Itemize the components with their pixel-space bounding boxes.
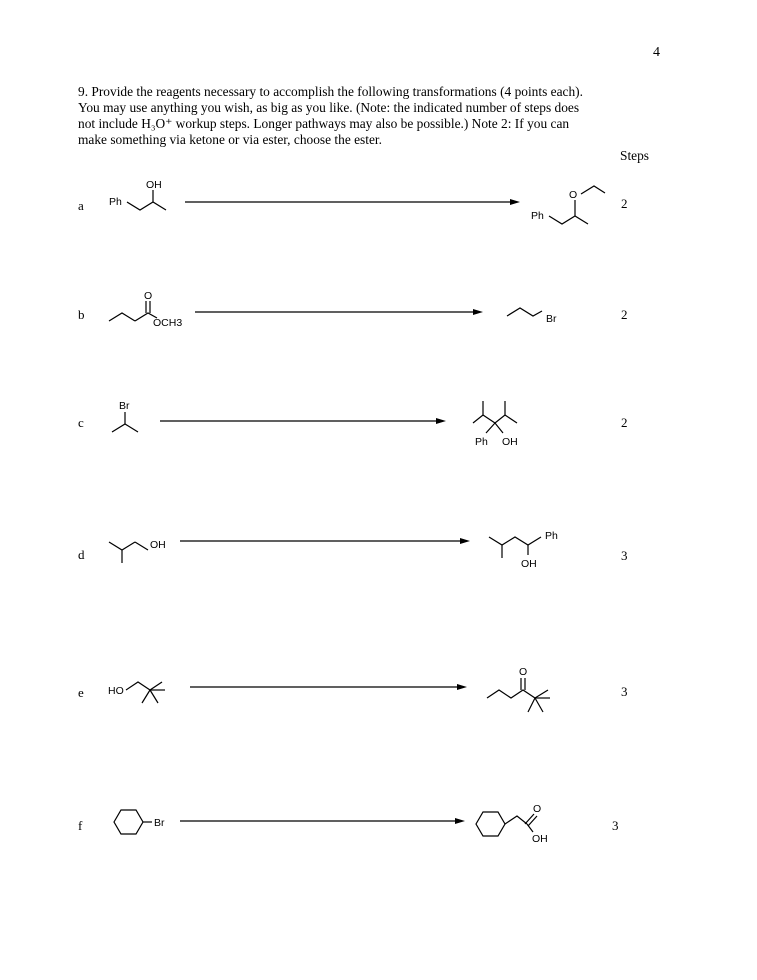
problem-a-start-ph-label: Ph	[109, 196, 122, 208]
problem-d-arrow	[175, 534, 475, 548]
problem-c-steps: 2	[621, 415, 628, 430]
problem-d-product	[485, 525, 565, 575]
problem-a-starting-material	[100, 172, 180, 222]
question-text	[78, 84, 678, 148]
problem-a-steps: 2	[621, 196, 628, 211]
problem-a-product-o-label: O	[569, 189, 578, 201]
problem-b-product	[505, 300, 575, 330]
problem-f-product	[470, 798, 560, 848]
problem-d-product-ph-label: Ph	[545, 530, 558, 542]
problem-b-product-br-label: Br	[546, 313, 557, 325]
problem-f-arrow	[175, 814, 470, 828]
question-line-1: 9. Provide the reagents necessary to accomplish the following transformations (4 points each).	[78, 84, 583, 99]
problem-e-steps: 3	[621, 684, 628, 699]
problem-c-letter: c	[78, 415, 84, 430]
problem-d-product-oh-label: OH	[521, 558, 537, 570]
problem-c-arrow	[155, 414, 455, 428]
problem-c-product	[465, 393, 545, 453]
problem-f-product-o-label: O	[533, 803, 542, 815]
problem-e-arrow	[185, 680, 475, 694]
problem-a-product	[525, 178, 615, 233]
problem-f-steps: 3	[612, 818, 619, 833]
problem-a-letter: a	[78, 198, 84, 213]
problem-e-product-o-label: O	[519, 666, 528, 678]
question-line-4: make something via ketone or via ester, choose the ester.	[78, 132, 383, 147]
problem-c-product-oh-label: OH	[502, 436, 518, 448]
question-line-3: not include H₃O⁺ workup steps. Longer pathways may also be possible.) Note 2: If you can	[78, 116, 570, 131]
problem-f-start-br-label: Br	[154, 817, 165, 829]
question-line-2: You may use anything you wish, as big as you like. (Note: the indicated number of steps does	[78, 100, 580, 115]
problem-f-starting-material	[105, 800, 185, 845]
page-number: 4	[653, 45, 660, 60]
problem-b-letter: b	[78, 307, 85, 322]
problem-d-starting-material	[105, 530, 185, 570]
problem-a-arrow	[180, 195, 525, 209]
steps-header: Steps	[620, 148, 650, 163]
problem-b-start-o-label: O	[144, 290, 153, 302]
problem-a-product-ph-label: Ph	[531, 210, 544, 222]
problem-b-steps: 2	[621, 307, 628, 322]
problem-e-start-ho-label: HO	[108, 685, 124, 697]
problem-a-start-oh-label: OH	[146, 179, 162, 191]
problem-c-product-ph-label: Ph	[475, 436, 488, 448]
problem-f-letter: f	[78, 818, 83, 833]
problem-f-product-oh-label: OH	[532, 833, 548, 845]
problem-d-steps: 3	[621, 548, 628, 563]
problem-e-starting-material	[105, 672, 185, 712]
problem-b-start-och3-label: OCH3	[153, 317, 183, 329]
problem-e-product	[485, 660, 575, 720]
problem-d-start-oh-label: OH	[150, 539, 166, 551]
problem-c-starting-material	[108, 398, 148, 438]
problem-d-letter: d	[78, 547, 85, 562]
problem-b-arrow	[190, 305, 490, 319]
problem-e-letter: e	[78, 685, 84, 700]
problem-c-start-br-label: Br	[119, 400, 130, 412]
